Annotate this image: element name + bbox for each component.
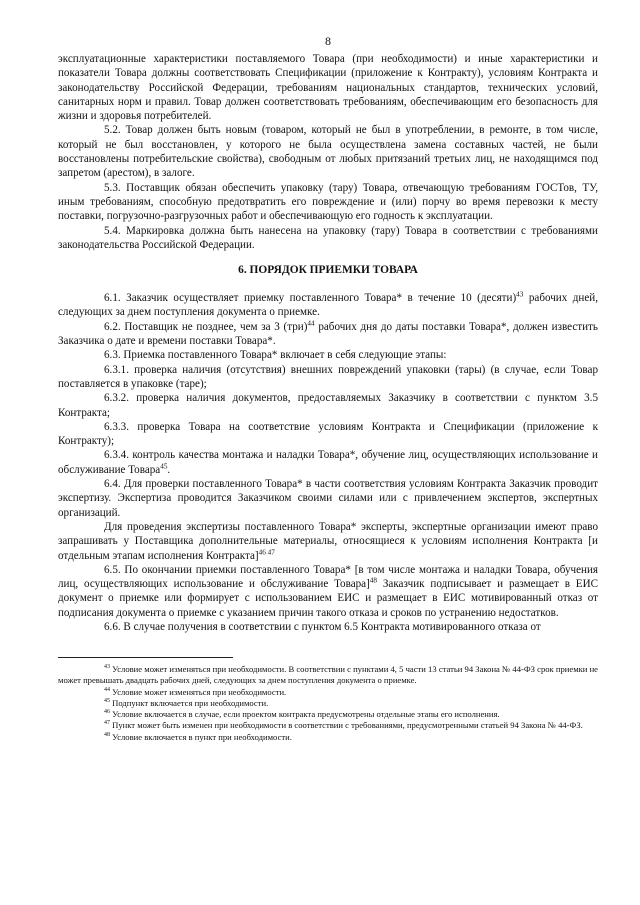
paragraph-6-2-text-b: рабочих дня до даты поставки Товара*, должен известить Заказчика о дате и времени поставки Товара*. bbox=[58, 320, 598, 348]
footnote-text: Подпункт включается при необходимости. bbox=[110, 697, 269, 708]
paragraph-6-3: 6.3. Приемка поставленного Товара* включает в себя следующие этапы: bbox=[104, 349, 447, 362]
paragraph-6-4-b-text: Для проведения экспертизы поставленного Товара* эксперты, экспертные организации имеют право запрашивать у Поставщика дополнительные материалы, относящиеся к условиям исполнения Контракта [и отдельным этапам исполнения Контракта] bbox=[58, 520, 598, 562]
paragraph-6-5-text-a: 6.5. По окончании приемки поставленного Товара* [в том числе монтажа и наладки Товара, обучения лиц, осуществляющих использование и обслуживание Товара] bbox=[58, 563, 598, 591]
footnote-ref-48[interactable]: 48 bbox=[369, 576, 377, 585]
paragraph-5-2: 5.2. Товар должен быть новым (товаром, который не был в употреблении, в ремонте, в том числе, который не был восстановлен, у которого не была осуществлена замена составных частей, не были восстановлены потребительские свойства), свободным от любых притязаний третьих лиц, не находящимся под запретом (арестом), в залоге. bbox=[58, 124, 598, 180]
paragraph-6-5-text-b: Заказчик подписывает и размещает в ЕИС документ о приемке или формирует с использованием ЕИС и размещает в ЕИС мотивированный отказ от подписания документа о приемке с указанием причин такого отказа и сроков по устранению недостатков. bbox=[58, 578, 598, 619]
section-6-heading: 6. ПОРЯДОК ПРИЕМКИ ТОВАРА bbox=[238, 264, 418, 277]
paragraph-6-1 bbox=[58, 291, 598, 320]
paragraph-6-3-1: 6.3.1. проверка наличия (отсутствия) внешних повреждений упаковки (тары) (в случае, если Товар поставляется в упаковке (таре); bbox=[58, 363, 598, 390]
paragraph-5-4: 5.4. Маркировка должна быть нанесена на упаковку (тару) Товара в соответствии с требованиями законодательства Российской Федерации. bbox=[58, 224, 598, 251]
footnotes bbox=[58, 664, 598, 742]
footnote-text: Условие включается в случае, если проектом контракта предусмотрены отдельные этапы его исполнения. bbox=[110, 709, 500, 720]
footnote-ref-46-47[interactable]: 46 47 bbox=[258, 547, 275, 556]
footnote-text: Пункт может быть изменен при необходимости в соответствии с требованиями, предусмотренными статьей 94 Закона № 44-ФЗ. bbox=[110, 720, 583, 731]
paragraph-6-6: 6.6. В случае получения в соответствии с пунктом 6.5 Контракта мотивированного отказа от bbox=[104, 620, 541, 633]
paragraph-6-4: 6.4. Для проверки поставленного Товара* в части соответствия условиям Контракта Заказчик проводит экспертизу. Экспертиза проводится Заказчиком своими силами или с привлечением экспертов, экспертных организаций. bbox=[58, 478, 598, 519]
paragraph-6-3-4 bbox=[58, 448, 598, 477]
paragraph-6-3-4-text-b: . bbox=[167, 463, 171, 476]
footnote-44 bbox=[58, 687, 598, 698]
footnote-ref-43[interactable]: 43 bbox=[516, 290, 524, 299]
paragraph-6-2 bbox=[58, 320, 598, 349]
footnote-43 bbox=[58, 664, 598, 686]
footnote-number: 44 bbox=[104, 686, 110, 693]
footnote-text: Условие может изменяться при необходимости. В соответствии с пунктами 4, 5 части 13 статьи 94 Закона № 44-ФЗ срок приемки не может превышать двадцать рабочих дней, следующих за днем поступления документа о приемке. bbox=[58, 664, 598, 686]
footnote-46 bbox=[58, 709, 598, 720]
paragraph-6-1-text-a: 6.1. Заказчик осуществляет приемку поставленного Товара* в течение 10 (десяти) bbox=[104, 292, 517, 305]
paragraph-6-4-expert-requests bbox=[58, 520, 598, 563]
footnote-47 bbox=[58, 720, 598, 731]
section-5-1-continuation: эксплуатационные характеристики поставляемого Товара (при необходимости) и иные характеристики и показатели Товара должны соответствовать Спецификации (приложение к Контракту), условиям Контракта и законодательству Российской Федерации, требованиям национальных стандартов, технических условий, санитарных норм и правил. Товар должен соответствовать требованиям, обеспечивающим его безопасность для жизни и здоровья потребителей. bbox=[58, 53, 598, 123]
footnote-number: 48 bbox=[104, 731, 110, 738]
page-number: 8 bbox=[325, 34, 331, 48]
paragraph-6-3-2: 6.3.2. проверка наличия документов, предоставляемых Заказчику в соответствии с пунктом 3.5 Контракта; bbox=[58, 392, 598, 419]
footnote-45 bbox=[58, 698, 598, 709]
footnote-number: 43 bbox=[104, 664, 110, 671]
footnote-text: Условие включается в пункт при необходимости. bbox=[110, 731, 292, 742]
footnote-number: 46 bbox=[104, 709, 110, 716]
paragraph-6-3-3: 6.3.3. проверка Товара на соответствие условиям Контракта и Спецификации (приложение к Контракту); bbox=[58, 420, 598, 448]
footnote-text: Условие может изменяться при необходимости. bbox=[110, 686, 287, 697]
paragraph-6-5 bbox=[58, 563, 598, 620]
paragraph-6-2-text-a: 6.2. Поставщик не позднее, чем за 3 (три) bbox=[104, 320, 308, 333]
footnote-ref-44[interactable]: 44 bbox=[307, 319, 315, 328]
document-body bbox=[58, 52, 598, 634]
paragraph-6-3-4-text-a: 6.3.4. контроль качества монтажа и наладки Товара*, обучение лиц, осуществляющих использование и обслуживание Товара bbox=[58, 449, 598, 476]
paragraph-6-1-text-b: рабочих дней, следующих за днем поступления документа о приемке. bbox=[58, 292, 599, 319]
footnote-48 bbox=[58, 732, 598, 743]
footnote-number: 45 bbox=[104, 698, 110, 705]
footnote-number: 47 bbox=[104, 720, 110, 727]
footnote-ref-45[interactable]: 45 bbox=[160, 462, 168, 471]
footnote-divider bbox=[58, 657, 233, 658]
paragraph-5-3: 5.3. Поставщик обязан обеспечить упаковку (тару) Товара, отвечающую требованиям ГОСТов, ТУ, иным требованиям, способную предотвратить его повреждение и (или) порчу во время перевозки к месту поставки, погрузочно-разгрузочных работ и обеспечивающую его годность к эксплуатации. bbox=[58, 181, 598, 223]
